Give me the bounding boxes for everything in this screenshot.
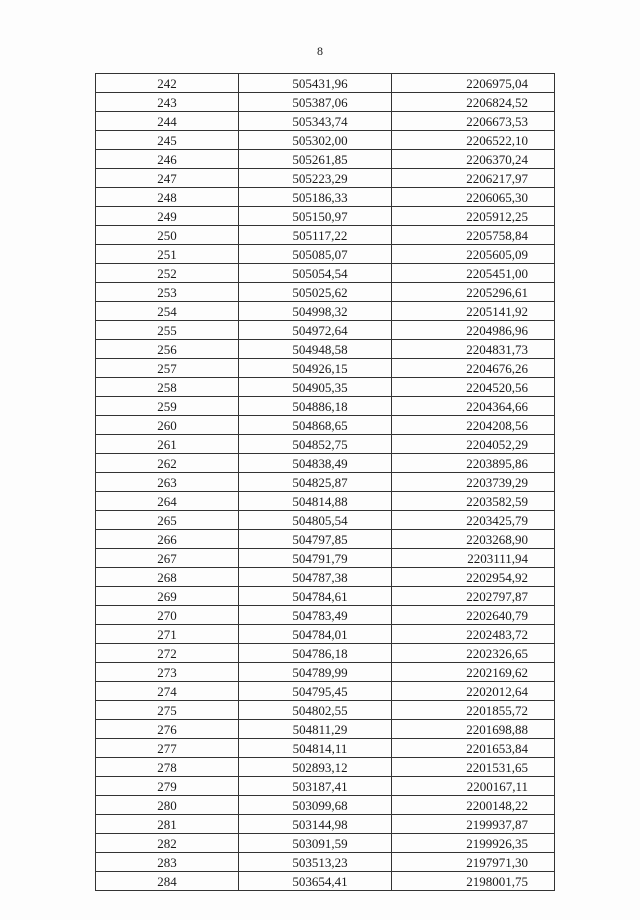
table-row: [96, 454, 555, 473]
x-coordinate-cell: 505186,33: [239, 188, 392, 207]
point-number-cell: 264: [96, 492, 239, 511]
point-number-cell: 277: [96, 739, 239, 758]
table-row: [96, 340, 555, 359]
x-coordinate-cell: 505431,96: [239, 74, 392, 93]
point-number-cell: 248: [96, 188, 239, 207]
x-coordinate-cell: 504814,88: [239, 492, 392, 511]
page-number: 8: [317, 44, 323, 58]
table-row: [96, 169, 555, 188]
point-number-cell: 270: [96, 606, 239, 625]
table-row: [96, 777, 555, 796]
table-row: [96, 568, 555, 587]
table-row: [96, 359, 555, 378]
y-coordinate-cell: 2202169,62: [392, 663, 555, 682]
x-coordinate-cell: 504797,85: [239, 530, 392, 549]
x-coordinate-cell: 505387,06: [239, 93, 392, 112]
table-row: [96, 302, 555, 321]
x-coordinate-cell: 504825,87: [239, 473, 392, 492]
table-row: [96, 435, 555, 454]
point-number-cell: 249: [96, 207, 239, 226]
point-number-cell: 282: [96, 834, 239, 853]
point-number-cell: 242: [96, 74, 239, 93]
table-row: [96, 834, 555, 853]
table-row: [96, 245, 555, 264]
table-row: [96, 397, 555, 416]
y-coordinate-cell: 2203739,29: [392, 473, 555, 492]
table-row: [96, 74, 555, 93]
y-coordinate-cell: 2204676,26: [392, 359, 555, 378]
y-coordinate-cell: 2201653,84: [392, 739, 555, 758]
y-coordinate-cell: 2201855,72: [392, 701, 555, 720]
table-row: [96, 872, 555, 891]
table-row: [96, 93, 555, 112]
x-coordinate-cell: 504811,29: [239, 720, 392, 739]
x-coordinate-cell: 504852,75: [239, 435, 392, 454]
point-number-cell: 268: [96, 568, 239, 587]
x-coordinate-cell: 503099,68: [239, 796, 392, 815]
table-row: [96, 416, 555, 435]
table-row: [96, 606, 555, 625]
point-number-cell: 247: [96, 169, 239, 188]
point-number-cell: 252: [96, 264, 239, 283]
x-coordinate-cell: 504787,38: [239, 568, 392, 587]
x-coordinate-cell: 504814,11: [239, 739, 392, 758]
table-row: [96, 549, 555, 568]
y-coordinate-cell: 2199937,87: [392, 815, 555, 834]
x-coordinate-cell: 504784,01: [239, 625, 392, 644]
point-number-cell: 244: [96, 112, 239, 131]
table-row: [96, 625, 555, 644]
x-coordinate-cell: 505302,00: [239, 131, 392, 150]
y-coordinate-cell: 2199926,35: [392, 834, 555, 853]
y-coordinate-cell: 2203582,59: [392, 492, 555, 511]
point-number-cell: 265: [96, 511, 239, 530]
point-number-cell: 260: [96, 416, 239, 435]
x-coordinate-cell: 504783,49: [239, 606, 392, 625]
x-coordinate-cell: 504805,54: [239, 511, 392, 530]
point-number-cell: 250: [96, 226, 239, 245]
point-number-cell: 254: [96, 302, 239, 321]
x-coordinate-cell: 504786,18: [239, 644, 392, 663]
y-coordinate-cell: 2204364,66: [392, 397, 555, 416]
point-number-cell: 269: [96, 587, 239, 606]
table-row: [96, 473, 555, 492]
y-coordinate-cell: 2202483,72: [392, 625, 555, 644]
table-row: [96, 188, 555, 207]
point-number-cell: 257: [96, 359, 239, 378]
x-coordinate-cell: 504795,45: [239, 682, 392, 701]
point-number-cell: 259: [96, 397, 239, 416]
x-coordinate-cell: 504972,64: [239, 321, 392, 340]
x-coordinate-cell: 505025,62: [239, 283, 392, 302]
x-coordinate-cell: 505343,74: [239, 112, 392, 131]
x-coordinate-cell: 505054,54: [239, 264, 392, 283]
table-row: [96, 150, 555, 169]
point-number-cell: 261: [96, 435, 239, 454]
x-coordinate-cell: 503654,41: [239, 872, 392, 891]
table-row: [96, 853, 555, 872]
x-coordinate-cell: 505085,07: [239, 245, 392, 264]
point-number-cell: 258: [96, 378, 239, 397]
point-number-cell: 266: [96, 530, 239, 549]
y-coordinate-cell: 2198001,75: [392, 872, 555, 891]
y-coordinate-cell: 2202797,87: [392, 587, 555, 606]
table-row: [96, 796, 555, 815]
y-coordinate-cell: 2205758,84: [392, 226, 555, 245]
y-coordinate-cell: 2202326,65: [392, 644, 555, 663]
x-coordinate-cell: 504926,15: [239, 359, 392, 378]
point-number-cell: 255: [96, 321, 239, 340]
x-coordinate-cell: 504791,79: [239, 549, 392, 568]
x-coordinate-cell: 504838,49: [239, 454, 392, 473]
point-number-cell: 279: [96, 777, 239, 796]
x-coordinate-cell: 504905,35: [239, 378, 392, 397]
table-row: [96, 720, 555, 739]
point-number-cell: 272: [96, 644, 239, 663]
point-number-cell: 274: [96, 682, 239, 701]
point-number-cell: 251: [96, 245, 239, 264]
point-number-cell: 262: [96, 454, 239, 473]
coordinates-table-body: [96, 74, 555, 891]
x-coordinate-cell: 504998,32: [239, 302, 392, 321]
point-number-cell: 256: [96, 340, 239, 359]
y-coordinate-cell: 2205141,92: [392, 302, 555, 321]
table-row: [96, 321, 555, 340]
x-coordinate-cell: 503187,41: [239, 777, 392, 796]
table-row: [96, 815, 555, 834]
y-coordinate-cell: 2203425,79: [392, 511, 555, 530]
y-coordinate-cell: 2201531,65: [392, 758, 555, 777]
y-coordinate-cell: 2205451,00: [392, 264, 555, 283]
y-coordinate-cell: 2204208,56: [392, 416, 555, 435]
x-coordinate-cell: 503144,98: [239, 815, 392, 834]
x-coordinate-cell: 504868,65: [239, 416, 392, 435]
table-row: [96, 587, 555, 606]
point-number-cell: 280: [96, 796, 239, 815]
y-coordinate-cell: 2201698,88: [392, 720, 555, 739]
y-coordinate-cell: 2203268,90: [392, 530, 555, 549]
point-number-cell: 278: [96, 758, 239, 777]
point-number-cell: 271: [96, 625, 239, 644]
y-coordinate-cell: 2206522,10: [392, 131, 555, 150]
table-row: [96, 511, 555, 530]
table-row: [96, 283, 555, 302]
table-row: [96, 739, 555, 758]
x-coordinate-cell: 505223,29: [239, 169, 392, 188]
x-coordinate-cell: 503513,23: [239, 853, 392, 872]
table-row: [96, 701, 555, 720]
point-number-cell: 284: [96, 872, 239, 891]
y-coordinate-cell: 2204831,73: [392, 340, 555, 359]
x-coordinate-cell: 505150,97: [239, 207, 392, 226]
table-row: [96, 663, 555, 682]
table-row: [96, 758, 555, 777]
x-coordinate-cell: 505117,22: [239, 226, 392, 245]
table-row: [96, 682, 555, 701]
point-number-cell: 276: [96, 720, 239, 739]
table-row: [96, 207, 555, 226]
point-number-cell: 243: [96, 93, 239, 112]
y-coordinate-cell: 2206065,30: [392, 188, 555, 207]
y-coordinate-cell: 2200148,22: [392, 796, 555, 815]
y-coordinate-cell: 2206824,52: [392, 93, 555, 112]
table-row: [96, 264, 555, 283]
x-coordinate-cell: 504886,18: [239, 397, 392, 416]
y-coordinate-cell: 2204520,56: [392, 378, 555, 397]
y-coordinate-cell: 2205605,09: [392, 245, 555, 264]
table-row: [96, 112, 555, 131]
y-coordinate-cell: 2206217,97: [392, 169, 555, 188]
x-coordinate-cell: 504802,55: [239, 701, 392, 720]
y-coordinate-cell: 2204986,96: [392, 321, 555, 340]
table-row: [96, 378, 555, 397]
table-row: [96, 530, 555, 549]
table-row: [96, 644, 555, 663]
x-coordinate-cell: 504948,58: [239, 340, 392, 359]
x-coordinate-cell: 504789,99: [239, 663, 392, 682]
coordinates-table: [95, 73, 555, 891]
y-coordinate-cell: 2205296,61: [392, 283, 555, 302]
y-coordinate-cell: 2202012,64: [392, 682, 555, 701]
y-coordinate-cell: 2204052,29: [392, 435, 555, 454]
y-coordinate-cell: 2197971,30: [392, 853, 555, 872]
table-row: [96, 492, 555, 511]
point-number-cell: 246: [96, 150, 239, 169]
point-number-cell: 267: [96, 549, 239, 568]
y-coordinate-cell: 2203111,94: [392, 549, 555, 568]
point-number-cell: 275: [96, 701, 239, 720]
point-number-cell: 263: [96, 473, 239, 492]
point-number-cell: 283: [96, 853, 239, 872]
y-coordinate-cell: 2205912,25: [392, 207, 555, 226]
x-coordinate-cell: 505261,85: [239, 150, 392, 169]
y-coordinate-cell: 2203895,86: [392, 454, 555, 473]
y-coordinate-cell: 2206975,04: [392, 74, 555, 93]
x-coordinate-cell: 504784,61: [239, 587, 392, 606]
x-coordinate-cell: 503091,59: [239, 834, 392, 853]
x-coordinate-cell: 502893,12: [239, 758, 392, 777]
y-coordinate-cell: 2200167,11: [392, 777, 555, 796]
y-coordinate-cell: 2202640,79: [392, 606, 555, 625]
point-number-cell: 273: [96, 663, 239, 682]
table-row: [96, 226, 555, 245]
point-number-cell: 281: [96, 815, 239, 834]
y-coordinate-cell: 2206370,24: [392, 150, 555, 169]
table-row: [96, 131, 555, 150]
point-number-cell: 253: [96, 283, 239, 302]
y-coordinate-cell: 2206673,53: [392, 112, 555, 131]
point-number-cell: 245: [96, 131, 239, 150]
y-coordinate-cell: 2202954,92: [392, 568, 555, 587]
